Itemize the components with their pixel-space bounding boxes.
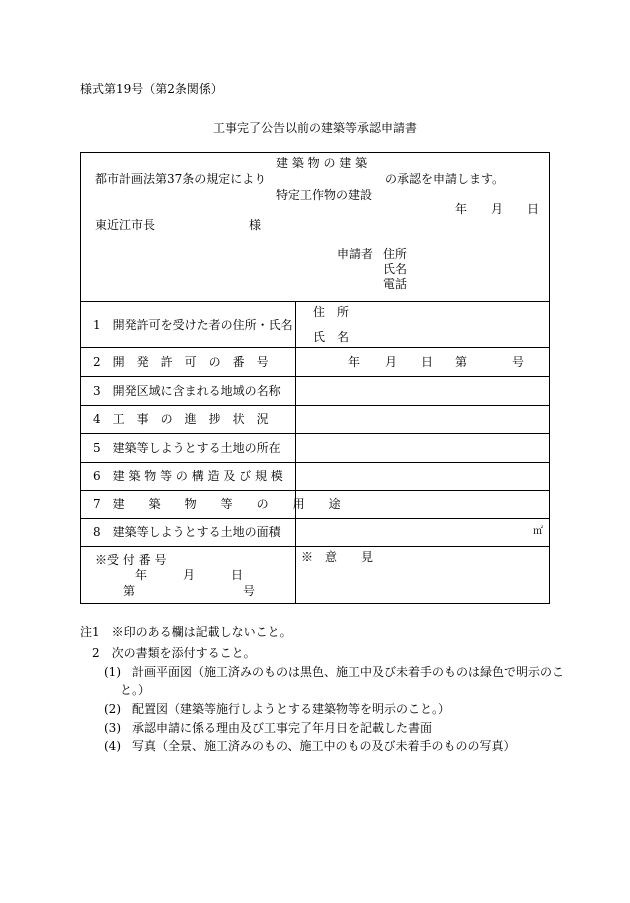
receipt-year: 年 [135,568,148,582]
request-text: の承認を申請します。 [385,172,505,186]
permit-dai: 第 [455,355,468,369]
divider [81,518,549,519]
address-label: 住所 [383,247,408,261]
receipt-dai: 第 [123,584,136,598]
permit-month: 月 [385,355,398,369]
divider [81,546,549,547]
note-2: 2 次の書類を添付すること。 [92,646,256,660]
row-label-5: 5 建築等しようとする土地の所在 [93,441,281,455]
addressee: 東近江市長 [95,218,156,232]
option-structure: 特定工作物の建設 [276,188,373,202]
phone-label: 電話 [383,277,408,291]
date-month: 月 [491,202,504,216]
receipt-gou: 号 [243,584,256,598]
document-title: 工事完了公告以前の建築等承認申請書 [212,121,417,135]
form-number: 様式第19号（第2条関係） [80,82,223,96]
name-label: 氏名 [383,262,408,276]
law-basis: 都市計画法第37条の規定により [95,172,267,186]
row-label-1: 1 開発許可を受けた者の住所・氏名 [93,318,293,332]
row-label-3: 3 開発区域に含まれる地域の名称 [93,384,281,398]
divider [81,490,549,491]
divider [81,301,549,302]
receipt-day: 日 [231,568,244,582]
row-label-2: 2 開 発 許 可 の 番 号 [93,355,269,369]
area-unit: ㎡ [533,526,543,537]
divider [81,376,549,377]
row-label-7: 7 建 築 物 等 の 用 途 [93,497,341,511]
honorific: 様 [249,218,262,232]
date-day: 日 [527,202,540,216]
note-item-num: (1) [104,665,121,679]
note-item-text: 写真（全景、施工済みのもの、施工中のもの及び未着手のものの写真） [132,739,516,753]
permit-day: 日 [421,355,434,369]
receipt-month: 月 [183,568,196,582]
application-form-table [80,152,550,604]
divider [81,347,549,348]
note-item-text: 配置図（建築等施行しようとする建築物等を明示のこと。） [132,702,451,716]
row1-address-sub: 住 所 [313,305,350,319]
row-label-8: 8 建築等しようとする土地の面積 [93,525,281,539]
divider [81,433,549,434]
row-label-4: 4 工 事 の 進 捗 状 況 [93,412,269,426]
permit-year: 年 [348,355,361,369]
note-item-num: (3) [104,721,121,735]
note-item-cont: と。） [120,683,151,697]
receipt-label: ※受 付 番 号 [95,553,167,567]
column-divider [295,301,296,603]
opinion-label: ※ 意 見 [301,550,374,564]
note-item-num: (2) [104,702,121,716]
note-1: 注1 ※印のある欄は記載しないこと。 [80,625,292,639]
divider [81,462,549,463]
note-item-num: (4) [104,739,121,753]
date-year: 年 [455,202,468,216]
divider [81,405,549,406]
note-item-text: 計画平面図（施工済みのものは黒色、施工中及び未着手のものは緑色で明示のこ [132,665,565,679]
note-item-text: 承認申請に係る理由及び工事完了年月日を記載した書面 [132,721,433,735]
row1-name-sub: 氏 名 [313,330,350,344]
row-label-6: 6 建 築 物 等 の 構 造 及 び 規 模 [93,469,283,483]
option-building: 建 築 物 の 建 築 [276,156,368,170]
applicant-label: 申請者 [337,247,374,261]
permit-gou: 号 [512,355,525,369]
